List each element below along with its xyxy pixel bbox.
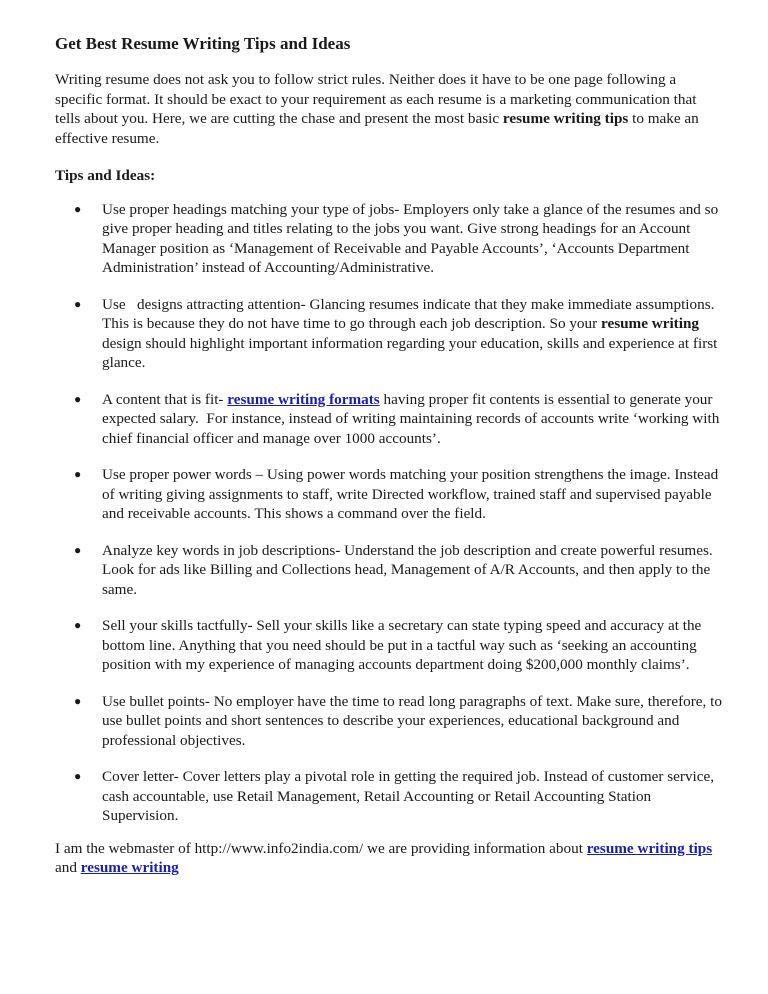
closing-paragraph: [55, 839, 725, 878]
resume-writing-tips-link[interactable]: resume writing tips: [586, 839, 713, 857]
resume-writing-formats-link[interactable]: resume writing formats: [227, 390, 380, 408]
tip-bold-keyword: resume writing: [600, 315, 699, 332]
bullet-icon: ●: [74, 542, 82, 557]
tip-text: Use bullet points- No employer have the time to read long paragraphs of text. Make sure, therefore, to use bullet points and short sentences to describe your experiences, educational background and professional objectives.: [102, 692, 722, 749]
bullet-icon: ●: [74, 296, 82, 311]
tip-text: Use designs attracting attention- Glancing resumes indicate that they make immediate assumptions. This is because they do not have time to go through each job description. So your: [102, 295, 718, 332]
tip-text: Use proper power words – Using power words matching your position strengthens the image. Instead of writing giving assignments to staff, write Directed workflow, trained staff and supervised payable and receivable accounts. This shows a command over the field.: [102, 466, 719, 522]
tip-item-sell-skills: [55, 616, 725, 675]
bullet-icon: ●: [74, 693, 82, 708]
tip-item-designs: [55, 295, 725, 373]
closing-conjunction: and: [55, 839, 716, 876]
document-page: [55, 34, 725, 878]
tip-text: A content that is fit-: [102, 390, 228, 408]
tip-item-content: [55, 390, 725, 449]
tip-text-end: having proper fit contents is essential to generate your expected salary. For instance, instead of writing maintaining records of accounts write ‘working with chief financial officer and manage over 1000 accounts’.: [102, 390, 724, 447]
bullet-icon: ●: [74, 467, 82, 481]
tip-text-end: design should highlight important information regarding your education, skills and experience at first glance.: [102, 334, 718, 371]
intro-bold-keyword: resume writing tips: [502, 110, 629, 127]
bullet-icon: ●: [74, 201, 82, 216]
bullet-icon: ●: [74, 769, 82, 783]
tips-heading: Tips and Ideas:: [55, 167, 156, 184]
closing-text: I am the webmaster of http://www.info2india.com/ we are providing information about: [55, 839, 587, 857]
tip-item-bullet-points: [55, 692, 725, 751]
tip-text: Use proper headings matching your type of jobs- Employers only take a glance of the resumes and so give proper heading and titles relating to the jobs you want. Give strong headings for an Account Manager position as ‘Management of Receivable and Payable Accounts’, ‘Accounts Department Administration’ instead of Accounting/Administrative.: [102, 200, 719, 276]
resume-writing-link[interactable]: resume writing: [80, 859, 179, 876]
bullet-icon: ●: [74, 391, 82, 406]
intro-text: Writing resume does not ask you to follow strict rules. Neither does it have to be one page following a specific format. It should be exact to your requirement as each resume is a marketing communication that tells about you. Here, we are cutting the chase and present the most basic: [55, 71, 697, 127]
tip-text: Analyze key words in job descriptions- Understand the job description and create powerful resumes. Look for ads like Billing and Collections head, Management of A/R Accounts, and then apply to the same.: [102, 541, 713, 598]
intro-paragraph: [55, 70, 725, 148]
tip-item-power-words: [55, 465, 725, 524]
tip-item-cover-letter: [55, 767, 725, 826]
bullet-icon: ●: [74, 618, 82, 632]
tip-text: Sell your skills tactfully- Sell your skills like a secretary can state typing speed and accuracy at the bottom line. Anything that you need should be put in a tactful way such as ‘seeking an accounting position with my experience of managing accounts department doing $200,000 monthly claims’.: [102, 617, 702, 673]
document-title: Get Best Resume Writing Tips and Ideas: [55, 34, 351, 53]
tips-list: [55, 200, 725, 826]
tip-text: Cover letter- Cover letters play a pivotal role in getting the required job. Instead of customer service, cash accountable, use Retail Management, Retail Accounting or Retail Accounting Station Supervision.: [102, 768, 715, 824]
intro-text-end: to make an effective resume.: [55, 110, 699, 147]
tip-item-headings: [55, 200, 725, 278]
tip-item-key-words: [55, 541, 725, 600]
